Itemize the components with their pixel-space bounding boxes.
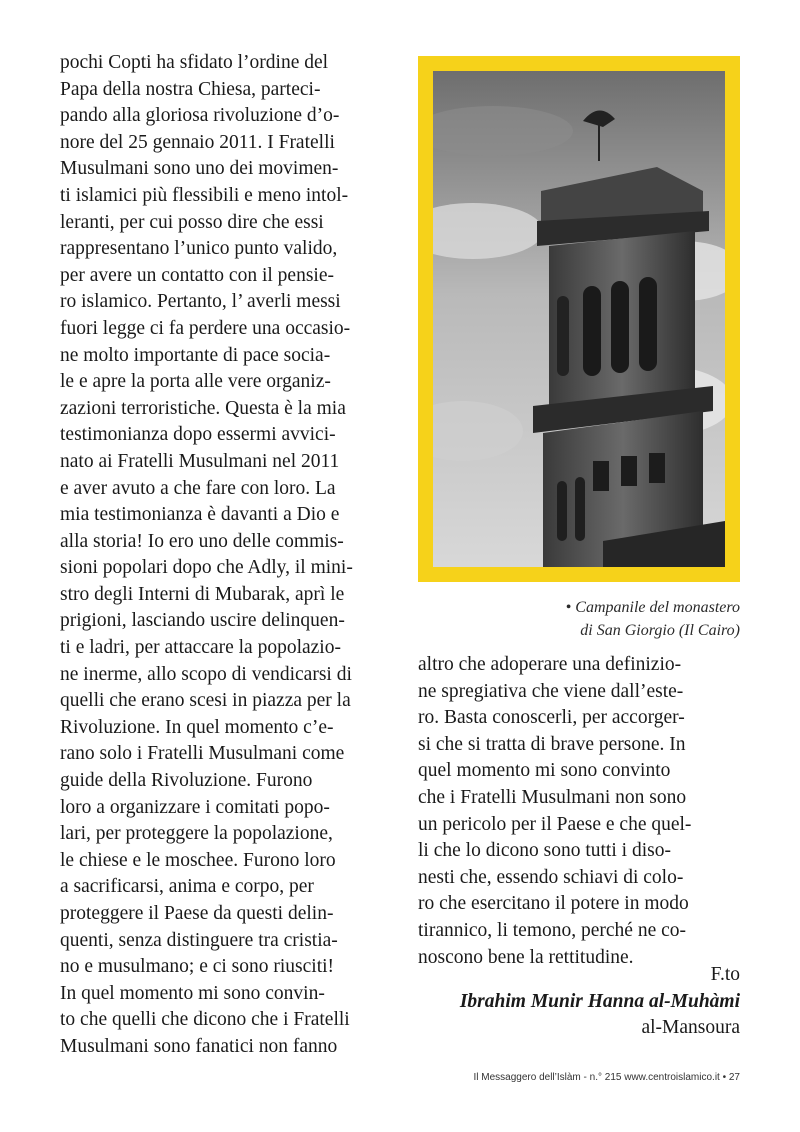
text-line: le e apre la porta alle vere organiz- [60,371,331,393]
text-line: mia testimonianza è davanti a Dio e [60,504,340,526]
text-line: un pericolo per il Paese e che quel- [418,813,692,835]
text-line: loro a organizzare i comitati popo- [60,796,330,818]
text-line: testimonianza dopo essermi avvici- [60,424,336,446]
text-line: li che lo dicono sono tutti i diso- [418,840,671,862]
text-line: ne molto importante di pace socia- [60,344,331,366]
text-line: si che si tratta di brave persone. In [418,733,686,755]
page-footer: Il Messaggero dell’Islàm - n.° 215 www.centroislamico.it • 27 [473,1072,740,1083]
text-line: rappresentano l’unico punto valido, [60,238,338,260]
text-line: proteggere il Paese da questi delin- [60,903,334,924]
article-left-column [60,50,390,1061]
text-line: prigioni, lasciando uscire delinquen- [60,610,345,632]
text-line: quel momento mi sono convinto [418,760,671,782]
text-line: Musulmani sono fanatici non fanno [60,1035,338,1057]
text-line: quenti, senza distinguere tra cristia- [60,929,338,951]
caption-line: di San Giorgio (Il Cairo) [580,622,740,639]
text-line: ti islamici più flessibili e meno intol- [60,184,349,206]
text-line: stro degli Interni di Mubarak, aprì le [60,583,345,605]
text-line: alla storia! Io ero uno delle commis- [60,530,344,552]
text-line: lari, per proteggere la popolazione, [60,823,333,845]
signature-fto: F.to [710,964,740,985]
signature-block [460,962,740,1042]
text-line: ro islamico. Pertanto, l’ averli messi [60,291,341,313]
text-line: Musulmani sono uno dei movimen- [60,158,339,180]
text-line: zazioni terroristiche. Questa è la mia [60,397,346,419]
bell-tower-photo [433,71,725,567]
text-line: fuori legge ci fa perdere una occasio- [60,317,351,339]
text-line: per avere un contatto con il pensie- [60,264,334,286]
text-line: ro. Basta conoscerli, per accorger- [418,707,685,729]
text-line: ne spregiativa che viene dall’este- [418,680,684,702]
text-line: e aver avuto a che fare con loro. La [60,477,336,499]
text-line: rano solo i Fratelli Musulmani come [60,743,345,765]
article-right-column [418,652,740,971]
signature-place: al-Mansoura [641,1017,740,1039]
text-line: nato ai Fratelli Musulmani nel 2011 [60,450,340,472]
text-line: le chiese e le moschee. Furono loro [60,849,336,871]
text-line: nesti che, essendo schiavi di colo- [418,866,684,888]
text-line: sioni popolari dopo che Adly, il mini- [60,557,353,579]
text-line: altro che adoperare una definizio- [418,654,682,675]
photo-caption [566,596,740,642]
text-line: to che quelli che dicono che i Fratelli [60,1009,350,1031]
text-line: a sacrificarsi, anima e corpo, per [60,876,314,898]
text-line: ti e ladri, per attaccare la popolazio- [60,637,341,659]
text-line: tirannico, li temono, perché ne co- [418,919,687,941]
text-line: Papa della nostra Chiesa, parteci- [60,78,321,100]
text-line: pochi Copti ha sfidato l’ordine del [60,52,329,73]
text-line: nore del 25 gennaio 2011. I Fratelli [60,131,335,153]
caption-line: • Campanile del monastero [565,599,740,616]
text-line: In quel momento mi sono convin- [60,982,325,1004]
text-line: che i Fratelli Musulmani non sono [418,786,687,808]
text-line: no e musulmano; e ci sono riusciti! [60,956,335,978]
text-line: ne inerme, allo scopo di vendicarsi di [60,663,352,685]
text-line: noscono bene la rettitudine. [418,946,634,968]
text-line: leranti, per cui posso dire che essi [60,211,324,233]
photo-frame [418,56,740,582]
text-line: ro che esercitano il potere in modo [418,893,689,915]
signature-name: Ibrahim Munir Hanna al-Muhàmi [459,990,740,1012]
text-line: guide della Rivoluzione. Furono [60,770,313,792]
text-line: pando alla gloriosa rivoluzione d’o- [60,105,340,127]
text-line: Rivoluzione. In quel momento c’e- [60,716,334,738]
text-line: quelli che erano scesi in piazza per la [60,690,351,712]
